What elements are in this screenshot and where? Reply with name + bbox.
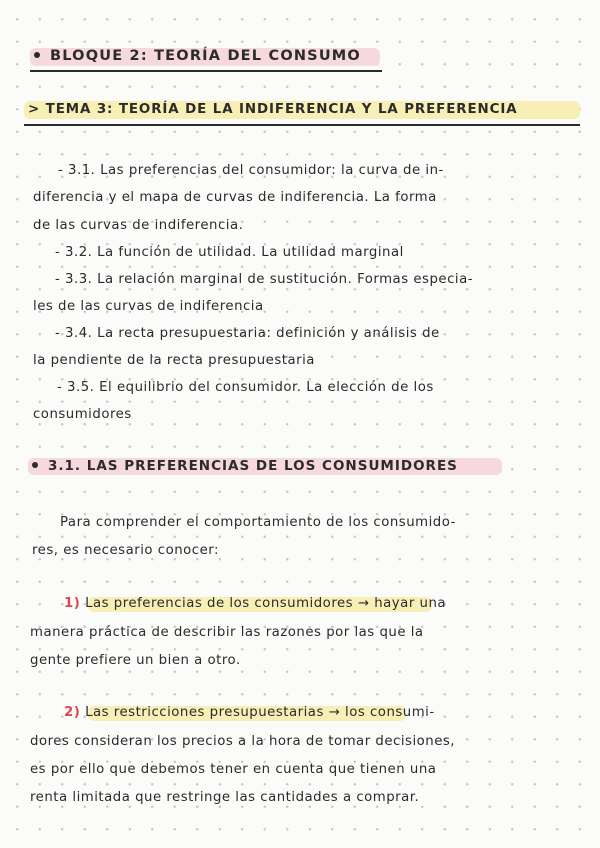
tema-title: > TEMA 3: TEORÍA DE LA INDIFERENCIA Y LA PREFERENCIA <box>28 102 518 117</box>
index-line: consumidores <box>33 407 132 422</box>
bloque-title <box>34 48 361 64</box>
point2-first-line <box>64 705 435 720</box>
bloque-title-text: BLOQUE 2: TEORÍA DEL CONSUMO <box>50 48 361 64</box>
bloque-underline <box>30 70 382 72</box>
arrow-right-icon: → <box>357 596 370 611</box>
bullet-icon <box>34 52 40 58</box>
index-line: - 3.2. La función de utilidad. La utilidad marginal <box>55 245 404 260</box>
index-line: diferencia y el mapa de curvas de indiferencia. La forma <box>33 190 437 205</box>
point1-first-line <box>64 596 446 611</box>
intro-line: Para comprender el comportamiento de los consumido- <box>60 515 456 530</box>
intro-line: res, es necesario conocer: <box>32 543 219 558</box>
point1-number: 1) <box>64 596 81 611</box>
index-line: de las curvas de indiferencia. <box>33 218 244 233</box>
point1-line: manera práctica de describir las razones por las que la <box>30 625 424 640</box>
index-line: - 3.3. La relación marginal de sustitución. Formas especia- <box>55 272 474 287</box>
point2-highlight-text: Las restricciones presupuestarias <box>85 705 324 720</box>
arrow-right-icon: → <box>328 705 341 720</box>
point1-line: gente prefiere un bien a otro. <box>30 653 241 668</box>
index-line: les de las curvas de indiferencia <box>33 299 264 314</box>
section-title-text: 3.1. LAS PREFERENCIAS DE LOS CONSUMIDORES <box>48 458 458 474</box>
point2-line: dores consideran los precios a la hora de tomar decisiones, <box>30 734 456 749</box>
index-line: - 3.4. La recta presupuestaria: definición y análisis de <box>55 326 440 341</box>
index-line: - 3.1. Las preferencias del consumidor: la curva de in- <box>58 163 444 178</box>
point1-highlight-text: Las preferencias de los consumidores <box>85 596 354 611</box>
section-title <box>32 458 458 474</box>
point2-line: renta limitada que restringe las cantidades a comprar. <box>30 790 420 805</box>
point2-line: es por ello que debemos tener en cuenta que tienen una <box>30 762 437 777</box>
index-line: la pendiente de la recta presupuestaria <box>33 353 315 368</box>
index-line: - 3.5. El equilibrio del consumidor. La elección de los <box>57 380 434 395</box>
point2-number: 2) <box>64 705 81 720</box>
bullet-icon <box>32 462 38 468</box>
tema-underline <box>24 124 580 126</box>
point1-rest: hayar una <box>374 596 447 611</box>
point2-rest: los consumi- <box>345 705 435 720</box>
